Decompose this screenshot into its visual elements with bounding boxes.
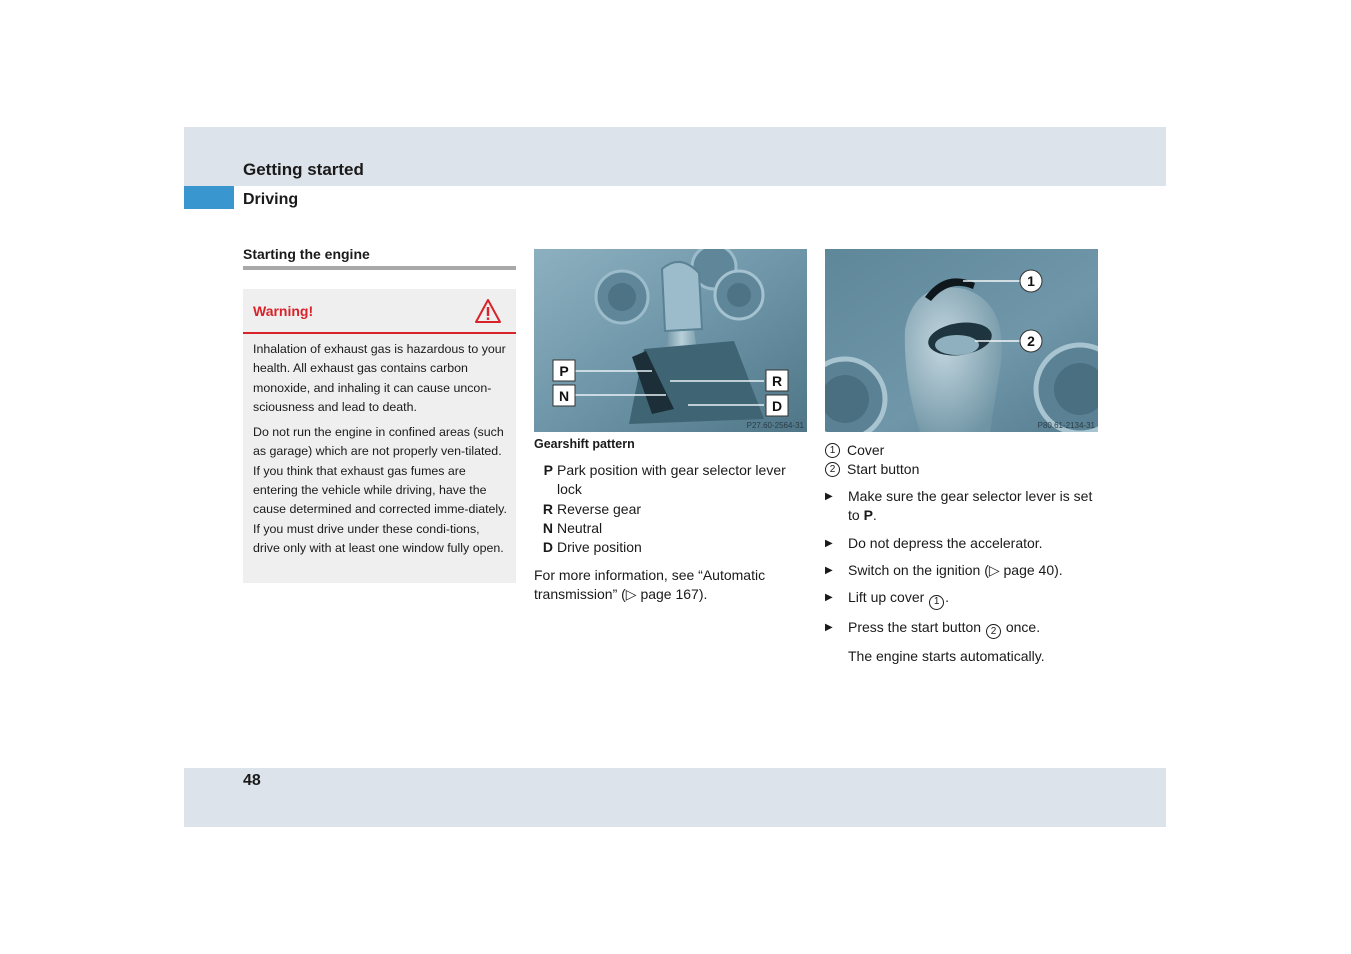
list-item: D Drive position: [542, 539, 642, 556]
warning-paragraph: Inhalation of exhaust gas is hazardous to your health. All exhaust gas contains carbon monoxide, and inhaling it can cause uncon-sciousness and lead to death.: [253, 342, 506, 414]
heading-rule: [243, 266, 516, 270]
list-item: R Reverse gear: [542, 500, 642, 517]
more-info-text: For more information, see “Automatic transmission” (▷ page 167).: [534, 567, 766, 603]
start-button-photo: [825, 249, 1098, 432]
bullet-arrow-icon: ▶: [825, 491, 833, 502]
warning-header: [243, 289, 516, 334]
warning-box: [243, 289, 516, 583]
list-item: ▶ Lift up cover 1 .: [825, 588, 1100, 610]
result-text: The engine starts automatically.: [848, 648, 1045, 665]
list-item: ▶ Do not depress the accelerator.: [825, 534, 1100, 553]
gear-label-d: D: [771, 398, 783, 414]
warning-paragraph: Do not run the engine in confined areas (such as garage) which are not properly ven-tilated. If you think that exhaust gas fumes are entering the vehicle while driving, have the cause determined and corrected imme-diately. If you must drive under these condi-tions, drive only with at least one window fully open.: [253, 425, 507, 555]
gear-label-p: P: [559, 363, 569, 379]
warning-triangle-icon: [474, 298, 502, 324]
list-item: P Park position with gear selector lever lock: [543, 462, 786, 498]
section-marker: [184, 186, 234, 209]
photo-legend: [825, 441, 919, 480]
photo-ref: P27.60-2564-31: [746, 421, 804, 430]
gear-label-n: N: [558, 388, 570, 404]
gearshift-photo: [534, 249, 807, 432]
bullet-arrow-icon: ▶: [825, 537, 833, 549]
instruction-steps: [825, 487, 1100, 674]
list-item: 1 Cover: [825, 441, 919, 460]
callout-1: 1: [1027, 273, 1035, 289]
bullet-arrow-icon: ▶: [825, 621, 833, 633]
warning-label: Warning!: [253, 303, 314, 319]
callout-2: 2: [1027, 333, 1035, 349]
photo-caption: Gearshift pattern: [534, 437, 635, 451]
list-item: 2 Start button: [825, 460, 919, 479]
footer-band: [184, 768, 1166, 827]
sub-heading: Starting the engine: [243, 246, 370, 262]
list-item: N Neutral: [542, 519, 603, 536]
chapter-title: Getting started: [243, 160, 364, 179]
list-item: ▶ Make sure the gear selector lever is set to P.: [825, 488, 1093, 524]
gear-list: [534, 461, 807, 557]
section-title: Driving: [243, 191, 299, 208]
gear-label-r: R: [771, 373, 783, 389]
warning-body: [243, 334, 516, 558]
page-number: 48: [243, 772, 261, 789]
bullet-arrow-icon: ▶: [825, 592, 833, 604]
list-item: ▶ Press the start button 2 once.: [825, 618, 1100, 640]
photo-ref: P80.61-2134-31: [1037, 421, 1095, 430]
list-item: ▶ Switch on the ignition (▷ page 40).: [825, 561, 1100, 580]
bullet-arrow-icon: ▶: [825, 564, 833, 576]
